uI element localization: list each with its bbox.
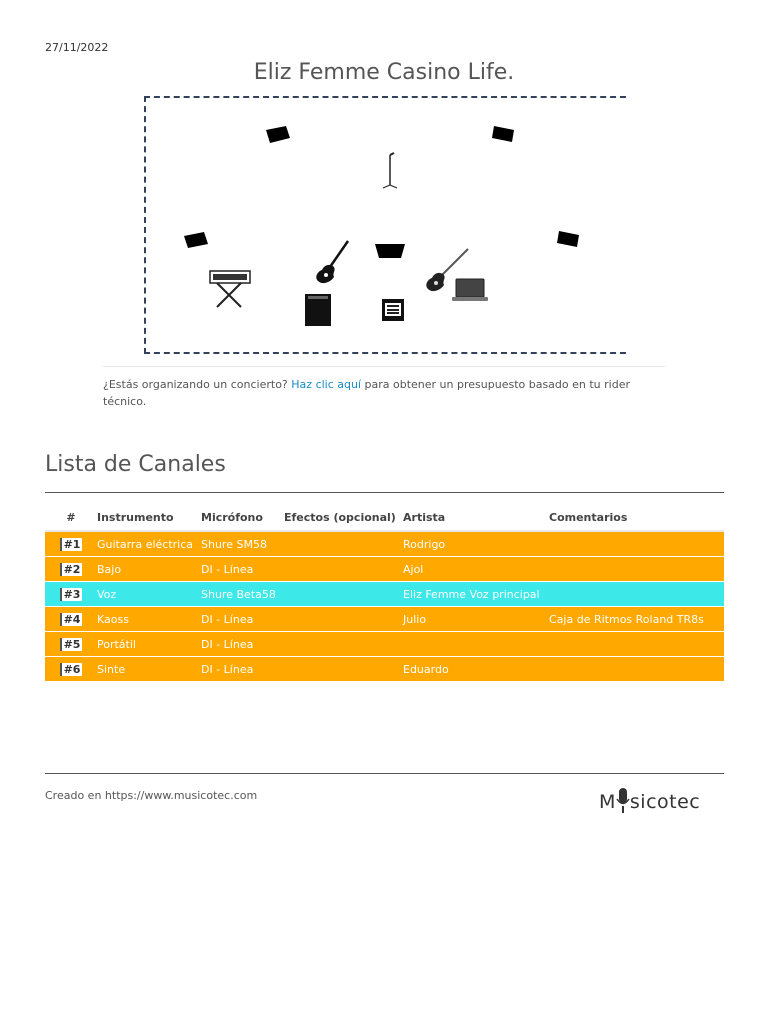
- cell-comments: [549, 557, 724, 582]
- cell-instrument: Kaoss: [97, 607, 201, 632]
- cell-microphone: DI - Línea: [201, 632, 284, 657]
- microphone-icon: [616, 788, 630, 814]
- channel-number-badge: #5: [60, 638, 83, 651]
- table-header-row: [45, 507, 724, 531]
- table-row: [45, 582, 724, 607]
- cell-microphone: DI - Línea: [201, 657, 284, 682]
- event-title: Eliz Femme Casino Life.: [253, 60, 515, 85]
- cell-artist: Julio: [403, 607, 549, 632]
- cell-effects: [284, 657, 403, 682]
- cell-number: [45, 607, 97, 632]
- cell-instrument: Portátil: [97, 632, 201, 657]
- cell-instrument: Voz: [97, 582, 201, 607]
- cell-comments: [549, 632, 724, 657]
- divider: [103, 366, 665, 367]
- cell-artist: Ajol: [403, 557, 549, 582]
- cell-number: [45, 632, 97, 657]
- table-row: [45, 657, 724, 682]
- cell-effects: [284, 607, 403, 632]
- col-artist: Artista: [403, 507, 549, 531]
- channel-list-heading: Lista de Canales: [45, 452, 226, 477]
- laptop-icon: [451, 277, 489, 303]
- quote-link[interactable]: Haz clic aquí: [291, 378, 362, 391]
- cell-effects: [284, 557, 403, 582]
- channel-number-badge: #3: [60, 588, 83, 601]
- col-comments: Comentarios: [549, 507, 724, 531]
- cell-number: [45, 557, 97, 582]
- cell-number: [45, 582, 97, 607]
- col-number: #: [45, 507, 97, 531]
- divider: [45, 492, 724, 493]
- promo-text: ¿Estás organizando un concierto? Haz clic aquí para obtener un presupuesto basado en tu rider técnico.: [103, 378, 630, 408]
- footer-created: Creado en https://www.musicotec.com: [45, 789, 258, 802]
- monitor-wedge-icon: [555, 229, 583, 251]
- table-row: [45, 557, 724, 582]
- cell-instrument: Bajo: [97, 557, 201, 582]
- col-microphone: Micrófono: [201, 507, 284, 531]
- channel-number-badge: #6: [60, 663, 83, 676]
- channel-table: [45, 507, 724, 682]
- mic-stand-icon: [380, 151, 400, 191]
- drum-machine-icon: [381, 298, 405, 322]
- cell-microphone: DI - Línea: [201, 557, 284, 582]
- electric-guitar-icon: [312, 237, 352, 285]
- cell-effects: [284, 632, 403, 657]
- cell-comments: [549, 531, 724, 557]
- amplifier-icon: [304, 293, 332, 327]
- cell-artist: Eliz Femme Voz principal: [403, 582, 549, 607]
- cell-microphone: Shure Beta58: [201, 582, 284, 607]
- cell-effects: [284, 531, 403, 557]
- col-effects: Efectos (opcional): [284, 507, 403, 531]
- cell-artist: [403, 632, 549, 657]
- cell-instrument: Sinte: [97, 657, 201, 682]
- table-row: [45, 607, 724, 632]
- monitor-wedge-icon: [264, 124, 292, 146]
- cell-microphone: Shure SM58: [201, 531, 284, 557]
- cell-number: [45, 657, 97, 682]
- channel-number-badge: #1: [60, 538, 83, 551]
- cell-comments: [549, 657, 724, 682]
- cell-number: [45, 531, 97, 557]
- monitor-wedge-icon: [182, 231, 210, 251]
- document-date: 27/11/2022: [45, 41, 109, 54]
- monitor-wedge-icon: [373, 242, 407, 260]
- channel-number-badge: #2: [60, 563, 83, 576]
- channel-number-badge: #4: [60, 613, 83, 626]
- cell-comments: Caja de Ritmos Roland TR8s: [549, 607, 724, 632]
- col-instrument: Instrumento: [97, 507, 201, 531]
- musicotec-logo: M sicotec: [599, 788, 700, 814]
- cell-effects: [284, 582, 403, 607]
- table-row: [45, 632, 724, 657]
- monitor-wedge-icon: [490, 124, 518, 146]
- divider: [45, 773, 724, 774]
- cell-microphone: DI - Línea: [201, 607, 284, 632]
- cell-instrument: Guitarra eléctrica: [97, 531, 201, 557]
- cell-comments: [549, 582, 724, 607]
- keyboard-icon: [209, 269, 251, 309]
- cell-artist: Eduardo: [403, 657, 549, 682]
- table-row: [45, 531, 724, 557]
- cell-artist: Rodrigo: [403, 531, 549, 557]
